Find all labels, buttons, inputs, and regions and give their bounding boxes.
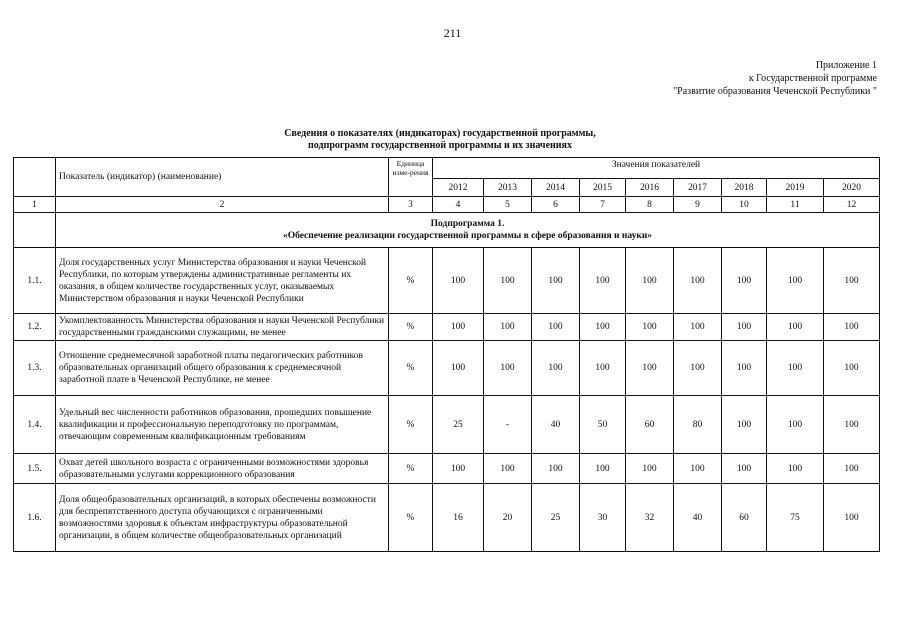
table-row xyxy=(14,314,880,341)
value-cell: 100 xyxy=(767,341,824,396)
value-cell: 100 xyxy=(626,454,674,484)
header-row-1 xyxy=(14,158,880,179)
value-cell: 40 xyxy=(532,396,580,454)
row-number: 1.5. xyxy=(14,454,56,484)
header-year: 2012 xyxy=(433,179,484,197)
indicator-name: Доля государственных услуг Министерства образования и науки Чеченской Республики, по которым утверждены административные регламенты их оказания, в общем количестве государственных услуг, оказываемых Министерством образования и науки Чеченской Республики xyxy=(56,248,389,314)
column-number: 2 xyxy=(56,197,389,213)
value-cell: 100 xyxy=(484,248,532,314)
value-cell: 100 xyxy=(722,248,767,314)
header-year: 2020 xyxy=(824,179,880,197)
numbering-row xyxy=(14,197,880,213)
value-cell: 30 xyxy=(580,484,626,552)
page-number: 211 xyxy=(443,26,462,40)
row-number: 1.4. xyxy=(14,396,56,454)
value-cell: 16 xyxy=(433,484,484,552)
value-cell: 75 xyxy=(767,484,824,552)
unit-cell: % xyxy=(389,484,433,552)
value-cell: 100 xyxy=(722,341,767,396)
value-cell: 20 xyxy=(484,484,532,552)
value-cell: 100 xyxy=(580,248,626,314)
value-cell: 100 xyxy=(824,396,880,454)
value-cell: 100 xyxy=(824,341,880,396)
subprogram-line-1: Подпрограмма 1. xyxy=(430,219,505,229)
value-cell: 25 xyxy=(433,396,484,454)
value-cell: 100 xyxy=(824,454,880,484)
subprogram-row xyxy=(14,213,880,248)
value-cell: 100 xyxy=(626,314,674,341)
column-number: 5 xyxy=(484,197,532,213)
header-indicator: Показатель (индикатор) (наименование) xyxy=(56,158,389,197)
value-cell: 100 xyxy=(433,248,484,314)
column-number: 3 xyxy=(389,197,433,213)
indicator-name: Укомплектованность Министерства образования и науки Чеченской Республики государственными гражданскими служащими, не менее xyxy=(56,314,389,341)
value-cell: 100 xyxy=(580,341,626,396)
unit-cell: % xyxy=(389,454,433,484)
table-row xyxy=(14,341,880,396)
header-year: 2018 xyxy=(722,179,767,197)
table-row xyxy=(14,454,880,484)
value-cell: 100 xyxy=(722,454,767,484)
value-cell: 100 xyxy=(433,314,484,341)
value-cell: 100 xyxy=(767,396,824,454)
value-cell: 100 xyxy=(484,454,532,484)
value-cell: 100 xyxy=(767,314,824,341)
column-number: 12 xyxy=(824,197,880,213)
appendix-note xyxy=(673,59,877,98)
value-cell: 100 xyxy=(580,314,626,341)
subprogram-line-2: «Обеспечение реализации государственной программы в сфере образования и науки» xyxy=(282,231,653,241)
value-cell: 100 xyxy=(532,454,580,484)
appendix-line-1: Приложение 1 xyxy=(815,60,877,71)
value-cell: 100 xyxy=(532,314,580,341)
value-cell: - xyxy=(484,396,532,454)
value-cell: 60 xyxy=(626,396,674,454)
value-cell: 100 xyxy=(484,314,532,341)
value-cell: 60 xyxy=(722,484,767,552)
header-year: 2017 xyxy=(674,179,722,197)
value-cell: 100 xyxy=(433,341,484,396)
value-cell: 25 xyxy=(532,484,580,552)
title-line-2: подпрограмм государственной программы и их значениях xyxy=(308,140,572,151)
value-cell: 100 xyxy=(674,248,722,314)
value-cell: 40 xyxy=(674,484,722,552)
value-cell: 50 xyxy=(580,396,626,454)
column-number: 11 xyxy=(767,197,824,213)
column-number: 8 xyxy=(626,197,674,213)
column-number: 6 xyxy=(532,197,580,213)
value-cell: 100 xyxy=(824,484,880,552)
value-cell: 100 xyxy=(626,248,674,314)
title-line-1: Сведения о показателях (индикаторах) государственной программы, xyxy=(284,128,596,139)
value-cell: 80 xyxy=(674,396,722,454)
row-number: 1.6. xyxy=(14,484,56,552)
value-cell: 100 xyxy=(626,341,674,396)
column-number: 4 xyxy=(433,197,484,213)
subprogram-heading xyxy=(56,213,880,248)
header-values: Значения показателей xyxy=(433,158,880,179)
value-cell: 100 xyxy=(532,341,580,396)
value-cell: 100 xyxy=(824,314,880,341)
indicator-name: Охват детей школьного возраста с ограниченными возможностями здоровья образовательными услугами коррекционного образования xyxy=(56,454,389,484)
value-cell: 100 xyxy=(824,248,880,314)
header-year: 2013 xyxy=(484,179,532,197)
header-year: 2015 xyxy=(580,179,626,197)
unit-cell: % xyxy=(389,314,433,341)
subprogram-num-cell xyxy=(14,213,56,248)
header-year: 2016 xyxy=(626,179,674,197)
table-row xyxy=(14,484,880,552)
unit-cell: % xyxy=(389,396,433,454)
indicator-name: Отношение среднемесячной заработной платы педагогических работников образовательных организаций общего образования к среднемесячной заработной плате в Чеченской Республике, не менее xyxy=(56,341,389,396)
value-cell: 100 xyxy=(484,341,532,396)
table-row xyxy=(14,396,880,454)
indicator-name: Доля общеобразовательных организаций, в которых обеспечены возможности для беспрепятственного доступа обучающихся с ограниченными возможностями здоровья к объектам инфраструктуры образовательной организации, в общем количестве общеобразовательных организаций xyxy=(56,484,389,552)
value-cell: 100 xyxy=(674,454,722,484)
value-cell: 100 xyxy=(767,248,824,314)
header-year: 2019 xyxy=(767,179,824,197)
header-year: 2014 xyxy=(532,179,580,197)
column-number: 7 xyxy=(580,197,626,213)
value-cell: 100 xyxy=(767,454,824,484)
appendix-line-3: "Развитие образования Чеченской Республики " xyxy=(673,86,877,97)
value-cell: 100 xyxy=(722,396,767,454)
column-number: 9 xyxy=(674,197,722,213)
value-cell: 32 xyxy=(626,484,674,552)
header-num-cell xyxy=(14,158,56,197)
appendix-line-2: к Государственной программе xyxy=(748,73,877,84)
unit-cell: % xyxy=(389,248,433,314)
indicator-name: Удельный вес численности работников образования, прошедших повышение квалификации и профессиональную переподготовку по программам, отвечающим современным квалификационным требованиям xyxy=(56,396,389,454)
value-cell: 100 xyxy=(674,314,722,341)
value-cell: 100 xyxy=(674,341,722,396)
document-title xyxy=(200,128,680,152)
value-cell: 100 xyxy=(433,454,484,484)
row-number: 1.3. xyxy=(14,341,56,396)
unit-cell: % xyxy=(389,341,433,396)
value-cell: 100 xyxy=(580,454,626,484)
row-number: 1.2. xyxy=(14,314,56,341)
row-number: 1.1. xyxy=(14,248,56,314)
value-cell: 100 xyxy=(532,248,580,314)
column-number: 1 xyxy=(14,197,56,213)
indicators-table xyxy=(13,157,880,552)
header-unit: Единица изме-рения xyxy=(389,158,433,197)
column-number: 10 xyxy=(722,197,767,213)
value-cell: 100 xyxy=(722,314,767,341)
table-row xyxy=(14,248,880,314)
